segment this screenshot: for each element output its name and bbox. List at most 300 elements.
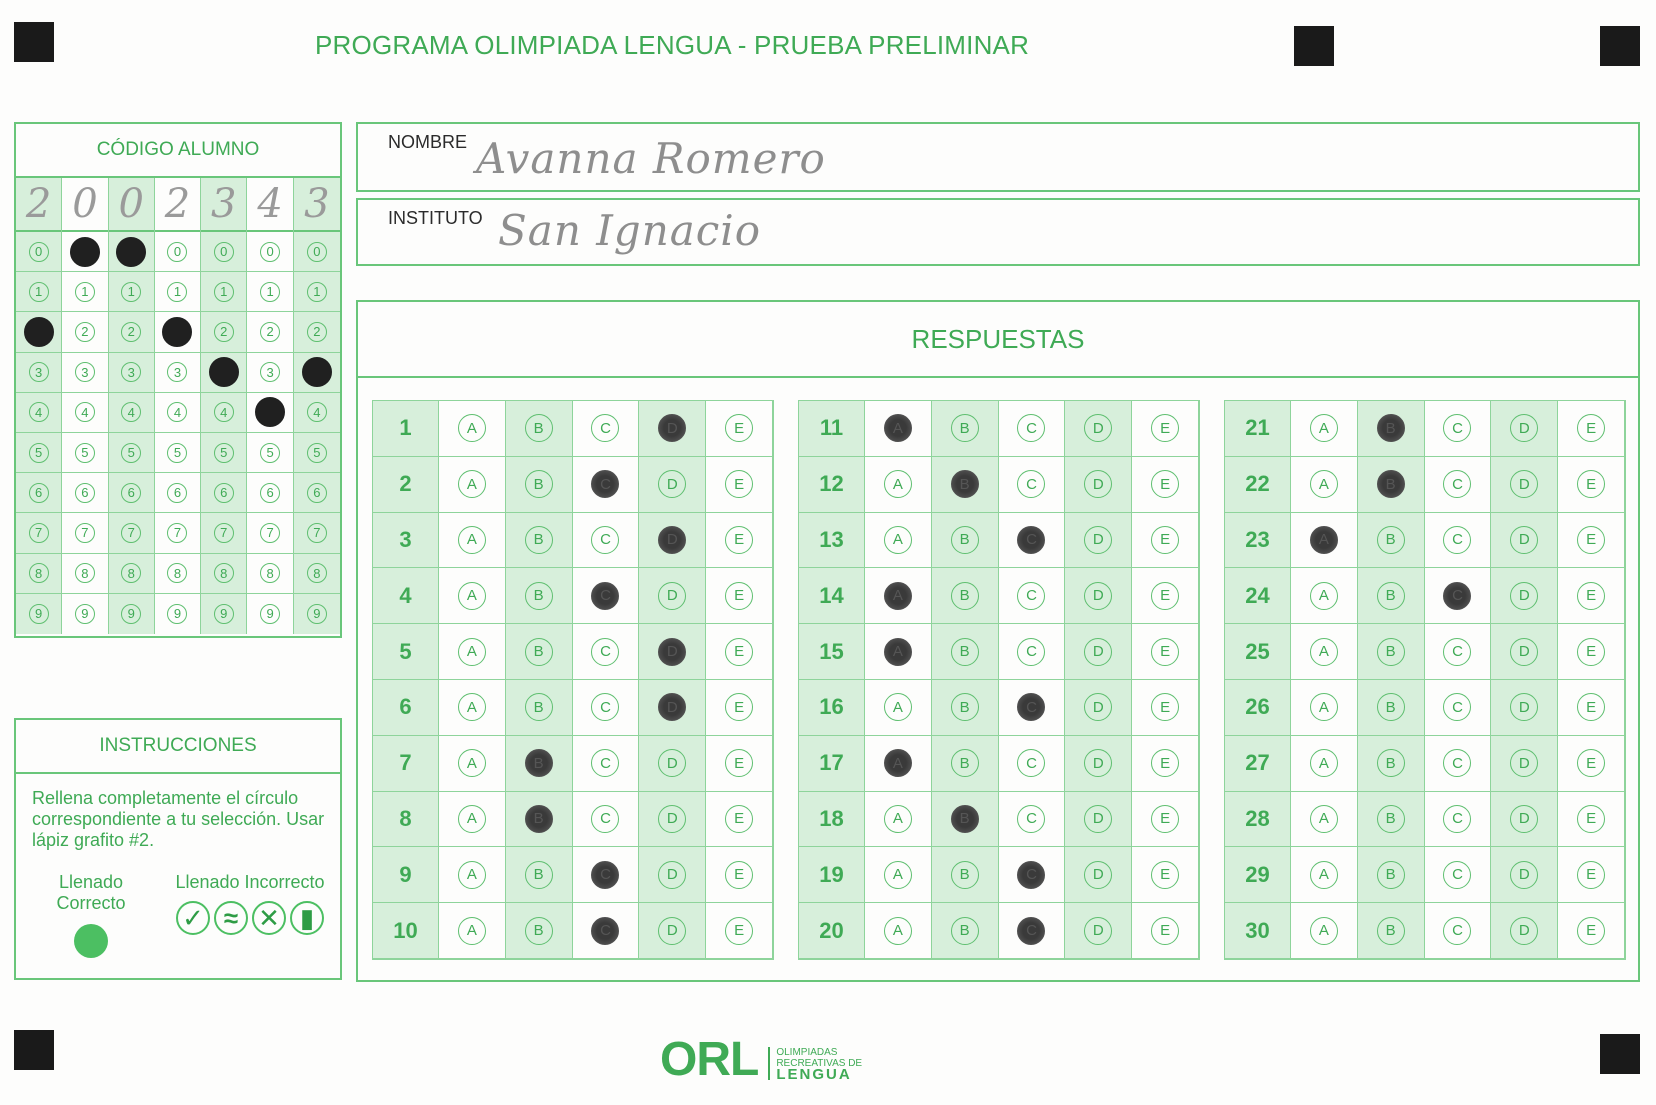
answer-cell (932, 568, 999, 624)
answer-bubble[interactable]: B (1377, 861, 1405, 889)
code-bubble[interactable]: 8 (121, 563, 141, 583)
answer-bubble[interactable]: A (458, 861, 486, 889)
code-written-digit: 0 (62, 178, 107, 232)
code-bubble[interactable]: 4 (307, 402, 327, 422)
question-number: 30 (1225, 903, 1291, 959)
answer-bubble[interactable]: B (525, 526, 553, 554)
answer-cell (1132, 457, 1199, 513)
answer-cell (706, 903, 773, 959)
code-cell (155, 232, 200, 272)
answer-bubble[interactable]: B (525, 470, 553, 498)
answer-bubble[interactable]: B (525, 693, 553, 721)
code-cell (16, 594, 61, 634)
answer-bubble[interactable]: A (1310, 414, 1338, 442)
question-number: 28 (1225, 792, 1291, 848)
code-bubble[interactable]: 9 (75, 604, 95, 624)
code-bubble[interactable]: 5 (29, 443, 49, 463)
answer-cell (1291, 847, 1358, 903)
code-cell (294, 433, 340, 473)
answer-bubble[interactable]: D (658, 582, 686, 610)
answer-bubble[interactable]: D (1510, 582, 1538, 610)
answer-bubble[interactable]: B (1377, 470, 1405, 498)
code-bubble[interactable]: 9 (121, 604, 141, 624)
code-bubble[interactable]: 6 (29, 483, 49, 503)
answer-bubble[interactable]: C (591, 861, 619, 889)
answer-bubble[interactable]: B (1377, 414, 1405, 442)
answer-bubble[interactable]: C (591, 582, 619, 610)
answer-bubble[interactable]: A (1310, 470, 1338, 498)
code-bubble[interactable]: 9 (260, 604, 280, 624)
answer-bubble[interactable]: B (525, 582, 553, 610)
answer-bubble[interactable]: C (1443, 638, 1471, 666)
student-code-grid (16, 178, 340, 634)
code-bubble[interactable]: 7 (260, 523, 280, 543)
answer-cell (1491, 903, 1558, 959)
answer-bubble[interactable]: D (1510, 414, 1538, 442)
answer-bubble[interactable]: B (1377, 805, 1405, 833)
code-bubble[interactable]: 0 (214, 242, 234, 262)
answer-bubble[interactable]: C (1017, 805, 1045, 833)
answer-bubble[interactable]: E (725, 805, 753, 833)
answer-bubble[interactable]: B (951, 526, 979, 554)
code-bubble[interactable]: 4 (214, 402, 234, 422)
answer-cell (1291, 401, 1358, 457)
answer-cell (706, 513, 773, 569)
answer-bubble[interactable]: E (725, 917, 753, 945)
answer-bubble[interactable]: C (1017, 470, 1045, 498)
code-bubble[interactable]: 4 (167, 402, 187, 422)
answer-bubble[interactable]: E (725, 470, 753, 498)
answer-bubble[interactable]: B (1377, 638, 1405, 666)
answer-bubble[interactable]: B (951, 582, 979, 610)
answer-bubble[interactable]: D (658, 470, 686, 498)
code-cell (16, 353, 61, 393)
answer-bubble[interactable]: D (1510, 749, 1538, 777)
answer-bubble[interactable]: D (658, 861, 686, 889)
answer-cell (506, 513, 573, 569)
code-bubble[interactable]: 5 (167, 443, 187, 463)
answer-bubble[interactable]: A (458, 414, 486, 442)
answer-bubble[interactable]: E (1151, 414, 1179, 442)
answer-bubble[interactable]: D (658, 917, 686, 945)
answer-bubble[interactable]: D (1084, 470, 1112, 498)
answer-bubble[interactable]: D (1084, 638, 1112, 666)
code-bubble[interactable]: 3 (121, 362, 141, 382)
answer-cell (932, 736, 999, 792)
code-bubble[interactable]: 3 (260, 362, 280, 382)
code-bubble[interactable]: 9 (29, 604, 49, 624)
code-bubble[interactable]: 2 (121, 322, 141, 342)
answer-bubble[interactable]: A (458, 749, 486, 777)
code-bubble[interactable]: 1 (260, 282, 280, 302)
answer-bubble[interactable]: B (1377, 693, 1405, 721)
answer-bubble[interactable]: C (1443, 582, 1471, 610)
code-bubble[interactable]: 9 (214, 604, 234, 624)
code-bubble[interactable] (116, 237, 146, 267)
code-bubble[interactable]: 6 (121, 483, 141, 503)
answer-bubble[interactable]: C (591, 693, 619, 721)
answer-bubble[interactable]: C (1443, 749, 1471, 777)
answer-bubble[interactable]: D (1510, 526, 1538, 554)
answer-cell (1291, 792, 1358, 848)
question-number: 7 (373, 736, 439, 792)
answer-bubble[interactable]: E (725, 693, 753, 721)
answer-bubble[interactable]: E (725, 582, 753, 610)
answer-cell (639, 736, 706, 792)
code-bubble[interactable]: 2 (214, 322, 234, 342)
answer-cell (439, 513, 506, 569)
answer-bubble[interactable]: D (658, 693, 686, 721)
answer-bubble[interactable]: A (458, 638, 486, 666)
code-bubble[interactable]: 1 (121, 282, 141, 302)
code-bubble[interactable]: 1 (75, 282, 95, 302)
answer-bubble[interactable]: A (884, 917, 912, 945)
code-cell (294, 393, 340, 433)
answer-bubble[interactable]: A (884, 470, 912, 498)
answer-cell (1491, 457, 1558, 513)
code-cell (155, 473, 200, 513)
incorrect-fill-example (166, 872, 334, 935)
answer-cell (1491, 568, 1558, 624)
answer-bubble[interactable]: E (1151, 861, 1179, 889)
answer-bubble[interactable]: A (884, 414, 912, 442)
code-cell (294, 232, 340, 272)
code-bubble[interactable]: 9 (307, 604, 327, 624)
answer-cell (439, 680, 506, 736)
question-number: 2 (373, 457, 439, 513)
answer-bubble[interactable]: A (458, 693, 486, 721)
code-bubble[interactable]: 3 (29, 362, 49, 382)
answer-bubble[interactable]: B (951, 749, 979, 777)
code-bubble[interactable]: 1 (307, 282, 327, 302)
answer-cell (1491, 792, 1558, 848)
answer-bubble[interactable]: B (525, 638, 553, 666)
registration-mark (14, 1030, 54, 1070)
answer-bubble[interactable]: C (1017, 582, 1045, 610)
answer-cell (639, 792, 706, 848)
code-bubble[interactable]: 2 (75, 322, 95, 342)
code-bubble[interactable]: 1 (167, 282, 187, 302)
answer-bubble[interactable]: B (951, 470, 979, 498)
code-bubble[interactable]: 5 (260, 443, 280, 463)
answer-cell (506, 401, 573, 457)
answer-bubble[interactable]: D (658, 414, 686, 442)
answer-bubble[interactable]: E (1577, 526, 1605, 554)
answer-bubble[interactable]: A (884, 805, 912, 833)
answer-bubble[interactable]: E (1151, 470, 1179, 498)
answer-bubble[interactable]: A (1310, 693, 1338, 721)
code-bubble[interactable]: 0 (260, 242, 280, 262)
answer-bubble[interactable]: B (951, 861, 979, 889)
answer-cell (1425, 457, 1492, 513)
answer-cell (506, 680, 573, 736)
answer-bubble[interactable]: B (525, 414, 553, 442)
code-bubble[interactable]: 6 (167, 483, 187, 503)
answer-cell (999, 736, 1066, 792)
answer-cell (1358, 624, 1425, 680)
code-bubble[interactable]: 6 (260, 483, 280, 503)
code-cell (16, 473, 61, 513)
code-cell (62, 232, 107, 272)
answer-bubble[interactable]: E (1577, 749, 1605, 777)
answer-cell (1558, 401, 1625, 457)
answer-bubble[interactable]: C (1017, 917, 1045, 945)
answer-bubble[interactable]: E (725, 526, 753, 554)
code-cell (247, 312, 292, 352)
answer-bubble[interactable]: B (951, 805, 979, 833)
answer-cell (439, 568, 506, 624)
answer-bubble[interactable]: E (1577, 693, 1605, 721)
answer-bubble[interactable]: D (1084, 805, 1112, 833)
answer-cell (865, 513, 932, 569)
answer-cell (932, 903, 999, 959)
code-bubble[interactable]: 6 (307, 483, 327, 503)
answer-bubble[interactable]: A (884, 526, 912, 554)
code-column (109, 178, 155, 634)
answer-cell (1065, 513, 1132, 569)
code-bubble[interactable]: 7 (121, 523, 141, 543)
answer-bubble[interactable]: D (1510, 917, 1538, 945)
code-bubble[interactable] (209, 357, 239, 387)
answer-bubble[interactable]: C (1443, 917, 1471, 945)
answer-bubble[interactable]: C (1017, 861, 1045, 889)
answer-bubble[interactable]: E (1151, 917, 1179, 945)
answer-bubble[interactable]: D (658, 638, 686, 666)
partial-fill-icon: ▮ (290, 901, 324, 935)
answer-bubble[interactable]: C (591, 526, 619, 554)
question-number: 25 (1225, 624, 1291, 680)
answer-bubble[interactable]: D (1084, 749, 1112, 777)
answer-bubble[interactable]: E (1577, 414, 1605, 442)
answer-bubble[interactable]: A (1310, 638, 1338, 666)
answer-cell (506, 568, 573, 624)
code-bubble[interactable]: 5 (214, 443, 234, 463)
answer-bubble[interactable]: A (458, 470, 486, 498)
code-bubble[interactable]: 3 (75, 362, 95, 382)
code-bubble[interactable]: 0 (307, 242, 327, 262)
code-bubble[interactable]: 5 (75, 443, 95, 463)
code-bubble[interactable]: 8 (260, 563, 280, 583)
code-bubble[interactable]: 0 (29, 242, 49, 262)
code-cell (247, 272, 292, 312)
answer-bubble[interactable]: D (658, 526, 686, 554)
registration-mark (1600, 1034, 1640, 1074)
answer-bubble[interactable]: D (658, 749, 686, 777)
name-label: NOMBRE (388, 132, 468, 152)
answer-bubble[interactable]: B (951, 693, 979, 721)
answer-cell (1425, 513, 1492, 569)
answer-bubble[interactable]: E (725, 638, 753, 666)
answer-bubble[interactable]: D (1084, 861, 1112, 889)
question-number: 27 (1225, 736, 1291, 792)
code-column (16, 178, 62, 634)
answer-bubble[interactable]: C (591, 917, 619, 945)
answer-bubble[interactable]: A (1310, 526, 1338, 554)
answer-bubble[interactable]: A (1310, 917, 1338, 945)
code-bubble[interactable] (302, 357, 332, 387)
answer-bubble[interactable]: C (1443, 805, 1471, 833)
answer-bubble[interactable]: C (591, 638, 619, 666)
answer-bubble[interactable]: A (1310, 805, 1338, 833)
answer-bubble[interactable]: C (1443, 470, 1471, 498)
answer-bubble[interactable]: C (1017, 414, 1045, 442)
answer-bubble[interactable]: B (1377, 917, 1405, 945)
answer-bubble[interactable]: C (1443, 693, 1471, 721)
answer-bubble[interactable]: B (525, 917, 553, 945)
answer-bubble[interactable]: D (1084, 582, 1112, 610)
answer-cell (1132, 624, 1199, 680)
code-cell (294, 312, 340, 352)
answer-bubble[interactable]: C (1017, 526, 1045, 554)
answer-bubble[interactable]: A (884, 693, 912, 721)
answer-cell (1558, 736, 1625, 792)
answer-bubble[interactable]: D (1084, 414, 1112, 442)
code-bubble[interactable]: 0 (167, 242, 187, 262)
answer-bubble[interactable]: B (525, 805, 553, 833)
answer-bubble[interactable]: A (458, 805, 486, 833)
answer-bubble[interactable]: D (1084, 917, 1112, 945)
answer-bubble[interactable]: A (884, 749, 912, 777)
answer-cell (706, 624, 773, 680)
answer-cell (1425, 624, 1492, 680)
code-bubble[interactable]: 7 (214, 523, 234, 543)
answer-bubble[interactable]: E (1151, 638, 1179, 666)
answer-bubble[interactable]: C (591, 749, 619, 777)
answer-bubble[interactable]: D (658, 805, 686, 833)
code-column (201, 178, 247, 634)
answer-bubble[interactable]: C (1443, 526, 1471, 554)
answer-bubble[interactable]: E (1577, 470, 1605, 498)
answer-bubble[interactable]: A (884, 638, 912, 666)
answer-bubble[interactable]: A (458, 526, 486, 554)
answer-bubble[interactable]: A (884, 582, 912, 610)
answer-bubble[interactable]: E (1151, 526, 1179, 554)
question-number: 19 (799, 847, 865, 903)
answer-bubble[interactable]: C (1443, 861, 1471, 889)
answer-cell (1291, 457, 1358, 513)
answer-cell (706, 847, 773, 903)
code-bubble[interactable] (255, 397, 285, 427)
code-bubble[interactable]: 7 (307, 523, 327, 543)
code-bubble[interactable]: 8 (167, 563, 187, 583)
answer-cell (999, 513, 1066, 569)
question-number: 6 (373, 680, 439, 736)
code-cell (201, 393, 246, 433)
code-bubble[interactable]: 8 (307, 563, 327, 583)
answer-bubble[interactable]: E (1577, 805, 1605, 833)
answer-bubble[interactable]: B (525, 861, 553, 889)
answer-bubble[interactable]: D (1510, 805, 1538, 833)
answer-bubble[interactable]: B (951, 414, 979, 442)
instructions-text: Rellena completamente el círculo correspondiente a tu selección. Usar lápiz grafito #2. (32, 788, 325, 850)
answer-bubble[interactable]: B (1377, 526, 1405, 554)
answer-bubble[interactable]: E (1577, 582, 1605, 610)
answer-bubble[interactable]: E (1577, 638, 1605, 666)
answer-bubble[interactable]: E (1151, 805, 1179, 833)
answer-bubble[interactable]: A (1310, 582, 1338, 610)
code-bubble[interactable]: 6 (75, 483, 95, 503)
code-bubble[interactable]: 2 (260, 322, 280, 342)
answer-bubble[interactable]: D (1510, 861, 1538, 889)
answer-bubble[interactable]: B (1377, 749, 1405, 777)
code-bubble[interactable]: 4 (75, 402, 95, 422)
code-bubble[interactable]: 7 (75, 523, 95, 543)
code-bubble[interactable]: 6 (214, 483, 234, 503)
answer-bubble[interactable]: E (1577, 861, 1605, 889)
answer-bubble[interactable]: E (725, 749, 753, 777)
code-bubble[interactable]: 3 (167, 362, 187, 382)
code-bubble[interactable]: 2 (307, 322, 327, 342)
code-bubble[interactable]: 5 (121, 443, 141, 463)
answer-bubble[interactable]: D (1510, 693, 1538, 721)
answer-bubble[interactable]: C (1017, 638, 1045, 666)
code-bubble[interactable]: 1 (29, 282, 49, 302)
code-cell (16, 433, 61, 473)
answer-bubble[interactable]: E (725, 414, 753, 442)
answer-bubble[interactable]: B (525, 749, 553, 777)
answer-bubble[interactable]: D (1510, 470, 1538, 498)
code-bubble[interactable] (70, 237, 100, 267)
answer-bubble[interactable]: D (1510, 638, 1538, 666)
answer-bubble[interactable]: C (591, 414, 619, 442)
answer-cell (506, 457, 573, 513)
answer-bubble[interactable]: C (1017, 749, 1045, 777)
answer-bubble[interactable]: E (1151, 749, 1179, 777)
answer-bubble[interactable]: C (591, 470, 619, 498)
answer-bubble[interactable]: D (1084, 526, 1112, 554)
answer-cell (999, 568, 1066, 624)
answer-bubble[interactable]: A (458, 917, 486, 945)
code-column (155, 178, 201, 634)
code-bubble[interactable]: 4 (29, 402, 49, 422)
code-bubble[interactable]: 5 (307, 443, 327, 463)
code-bubble[interactable]: 9 (167, 604, 187, 624)
answer-bubble[interactable]: A (1310, 861, 1338, 889)
answer-bubble[interactable]: A (458, 582, 486, 610)
code-bubble[interactable]: 7 (29, 523, 49, 543)
answer-bubble[interactable]: C (1017, 693, 1045, 721)
logo-subtitle (768, 1047, 863, 1083)
code-bubble[interactable]: 4 (121, 402, 141, 422)
answer-bubble[interactable]: E (1151, 582, 1179, 610)
name-field[interactable] (356, 122, 1640, 192)
answer-bubble[interactable]: B (1377, 582, 1405, 610)
question-number: 24 (1225, 568, 1291, 624)
code-cell (109, 312, 154, 352)
code-bubble[interactable]: 1 (214, 282, 234, 302)
code-bubble[interactable]: 7 (167, 523, 187, 543)
answer-bubble[interactable]: E (1577, 917, 1605, 945)
answer-bubble[interactable]: C (1443, 414, 1471, 442)
code-bubble[interactable]: 8 (75, 563, 95, 583)
answer-bubble[interactable]: C (591, 805, 619, 833)
code-bubble[interactable]: 8 (29, 563, 49, 583)
code-bubble[interactable]: 8 (214, 563, 234, 583)
answer-bubble[interactable]: E (1151, 693, 1179, 721)
institute-field[interactable] (356, 198, 1640, 266)
code-cell (155, 353, 200, 393)
code-bubble[interactable] (24, 317, 54, 347)
answer-bubble[interactable]: D (1084, 693, 1112, 721)
answer-bubble[interactable]: B (951, 917, 979, 945)
answer-cell (706, 401, 773, 457)
answer-bubble[interactable]: A (884, 861, 912, 889)
code-bubble[interactable] (162, 317, 192, 347)
answer-bubble[interactable]: B (951, 638, 979, 666)
answer-bubble[interactable]: A (1310, 749, 1338, 777)
code-cell (109, 594, 154, 634)
answer-bubble[interactable]: E (725, 861, 753, 889)
